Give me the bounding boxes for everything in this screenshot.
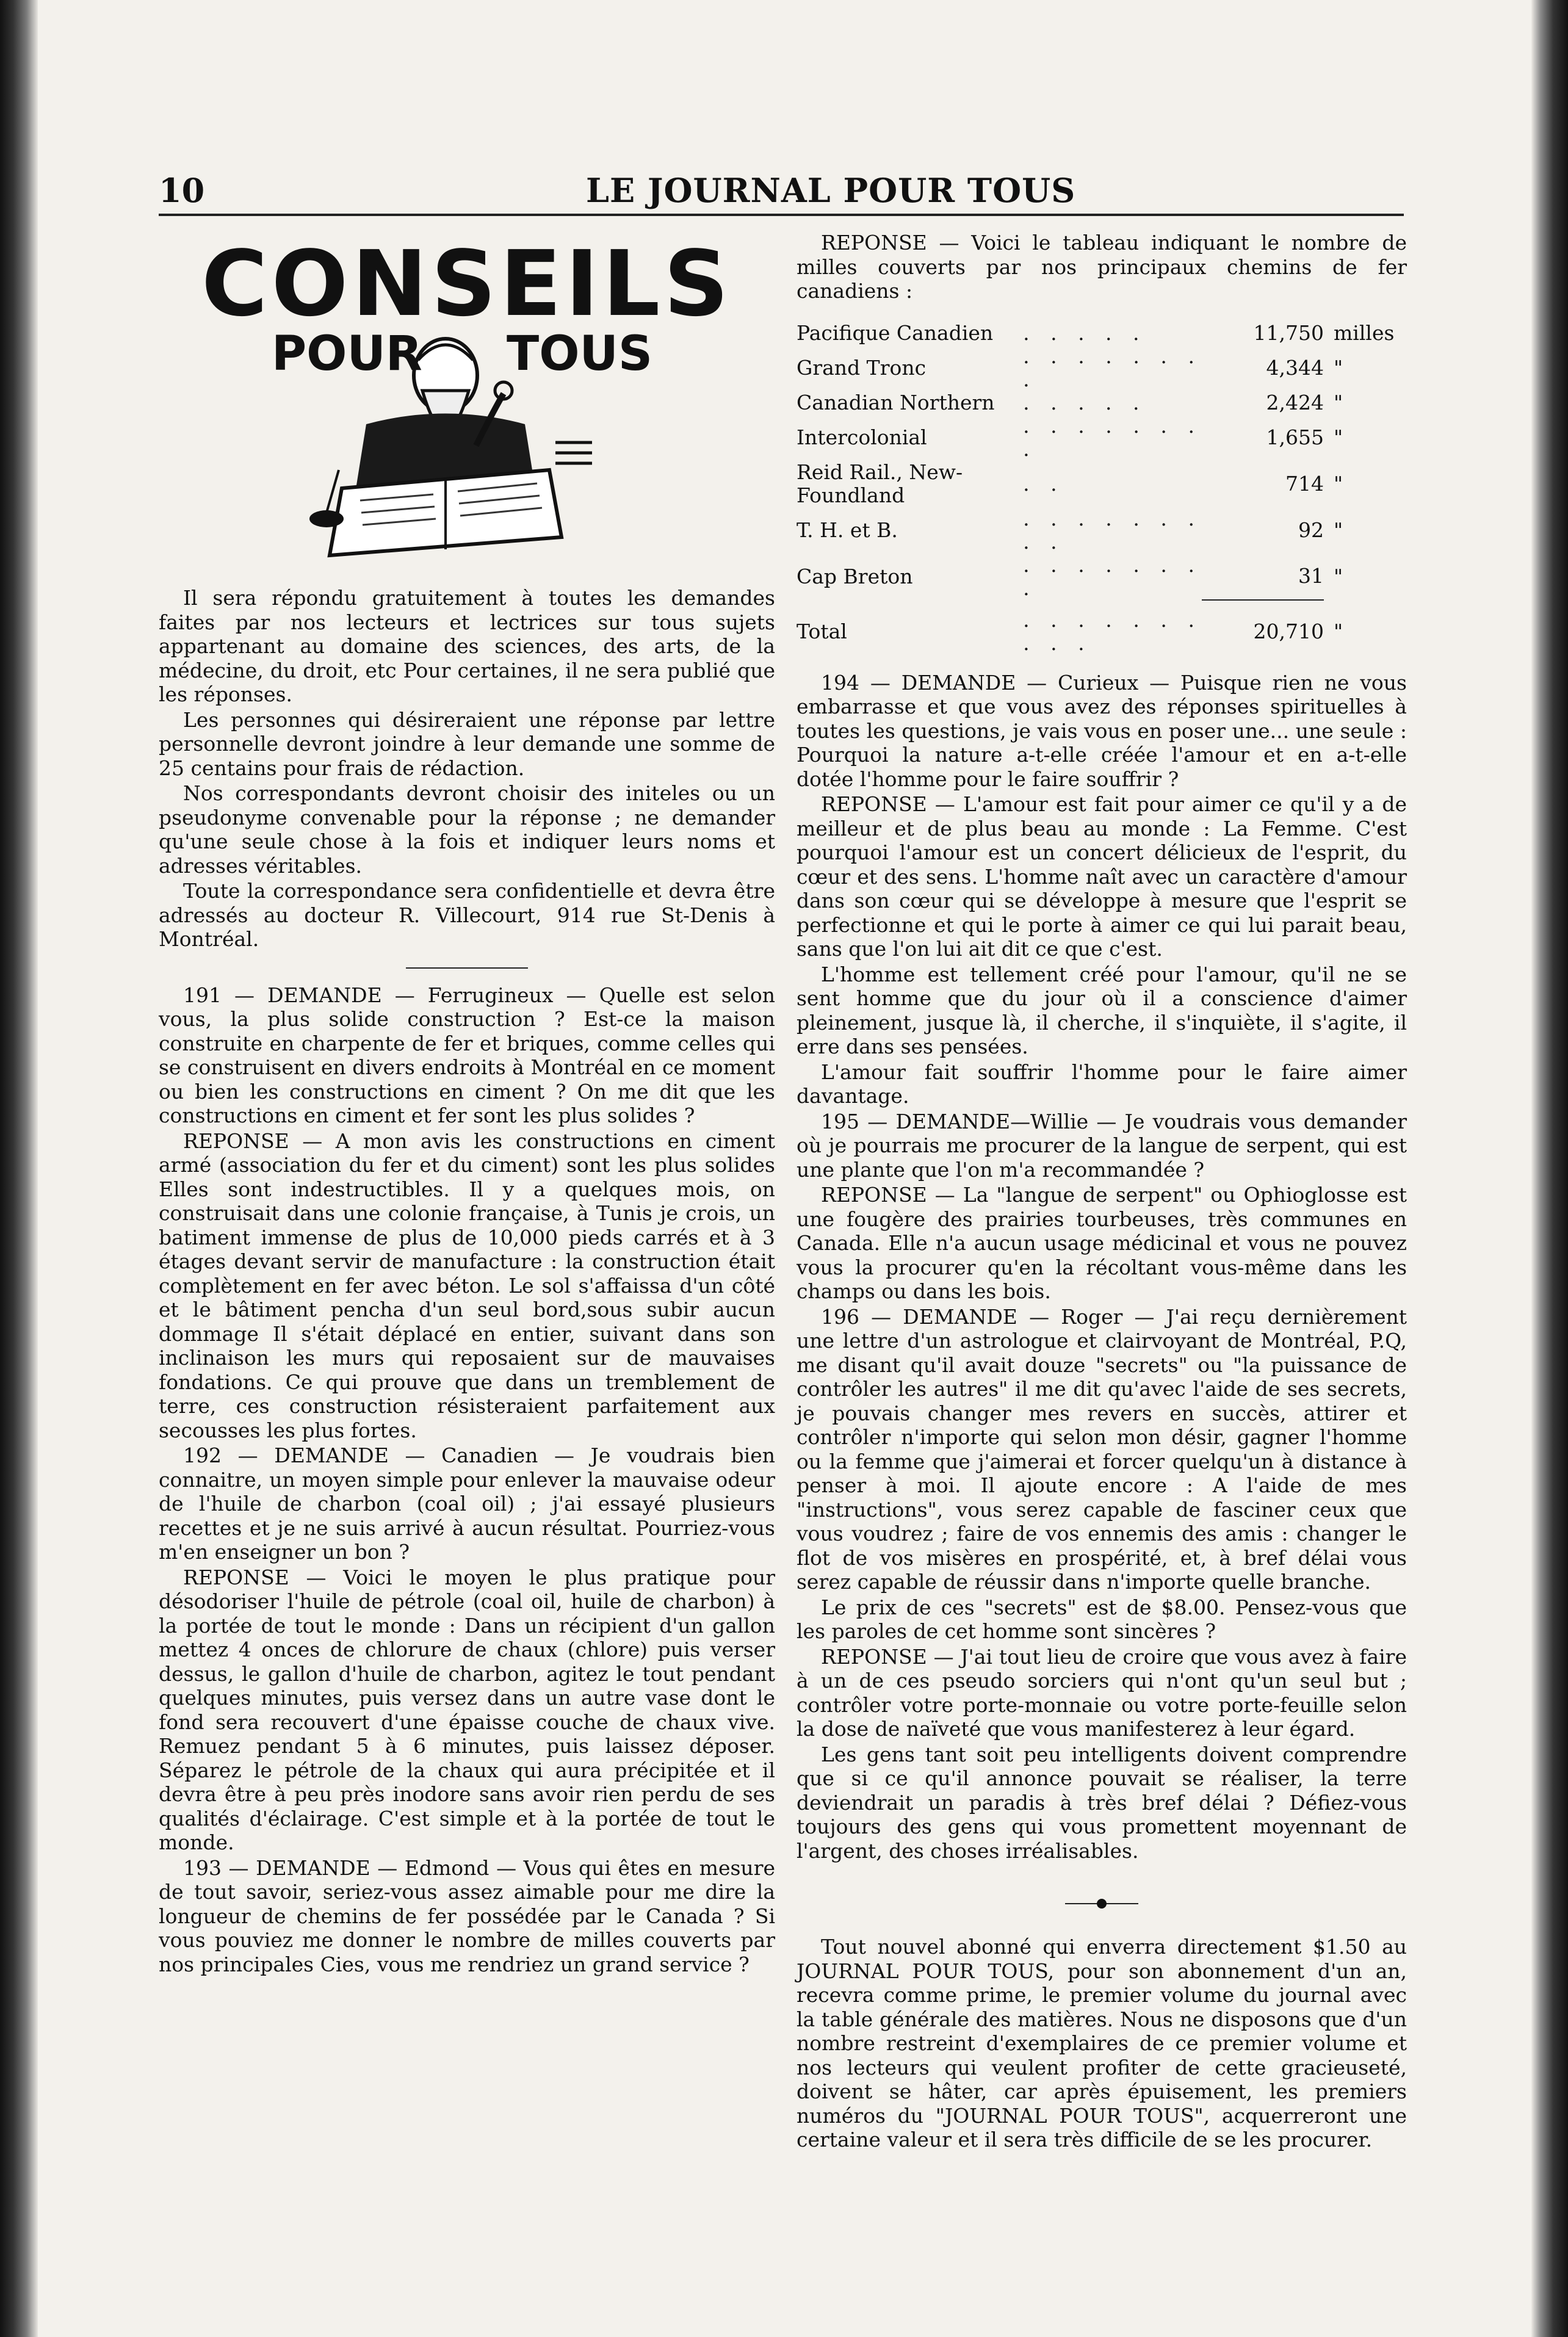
qa-paragraph: 192 — DEMANDE — Canadien — Je voudrais bien connaitre, un moyen simple pour enlever la mauvaise odeur de l'huile de charbon (coal oil) ; j'ai essayé plusieurs recettes et je ne suis arrivé à aucun résultat. Pourriez-vous m'en enseigner un bon ? [159, 1443, 775, 1564]
railway-miles: 1,655 [1266, 425, 1324, 449]
page-number: 10 [159, 171, 205, 210]
leader-dots: . . . . . . . . [1023, 552, 1202, 600]
railway-miles: 4,344 [1266, 355, 1324, 380]
table-row [797, 461, 1407, 507]
leader-dots: . . . . . . . . . [1023, 506, 1202, 554]
railway-unit: " [1334, 518, 1343, 542]
total-label: Total [797, 619, 847, 643]
page-header [159, 171, 1076, 214]
section-separator [406, 967, 528, 969]
qa-paragraph: 195 — DEMANDE—Willie — Je voudrais vous demander où je pourrais me procurer de la langue de serpent, qui est une plante que l'on m'a recommandée ? [797, 1109, 1407, 1182]
qa-paragraph: Le prix de ces "secrets" est de $8.00. Pensez-vous que les paroles de cet homme sont sincères ? [797, 1595, 1407, 1643]
table-total-row [797, 600, 1407, 655]
qa-paragraph: 193 — DEMANDE — Edmond — Vous qui êtes en mesure de tout savoir, seriez-vous assez aimable pour me dire la longueur de chemins de fer possédée par le Canada ? Si vous pouviez me donner le nombre de milles couverts par nos principales Cies, vous me rendriez un grand service ? [159, 1855, 775, 1976]
railway-name: Pacifique Canadien [797, 320, 994, 345]
leader-dots: . . . . . . . . . . [1023, 607, 1202, 655]
left-column [159, 586, 775, 1976]
railway-miles: 92 [1298, 518, 1324, 542]
subscription-notice: Tout nouvel abonné qui enverra directement $1.50 au JOURNAL POUR TOUS, pour son abonnement d'un an, recevra comme prime, le premier volume du journal avec la table générale des matières. Nous ne disposons que d'un nombre restreint d'exemplaires de ce premier volume et nos lecteurs qui veulent profiter de cette gracieuseté, doivent se hâter, car après épuisement, les premiers numéros du "JOURNAL POUR TOUS", acquerreront une certaine valeur et il sera très difficile de se les procurer. [797, 1935, 1407, 2151]
intro-paragraph: Nos correspondants devront choisir des initeles ou un pseudonyme convenable pour la réponse ; ne demander qu'une seule chose à la fois et indiquer leurs noms et adresses véritables. [159, 781, 775, 878]
railway-name: Reid Rail., New-Foundland [797, 460, 963, 507]
railway-unit: " [1334, 355, 1343, 380]
ornament-separator [1065, 1903, 1138, 1904]
qa-paragraph: L'homme est tellement créé pour l'amour, qu'il ne se sent homme que du jour où il a conscience d'aimer pleinement, jusque là, il cherche, il s'inquiète, il s'agite, il erre dans ses pensées. [797, 962, 1407, 1058]
railway-unit: " [1334, 390, 1343, 414]
railway-unit: milles [1334, 320, 1395, 345]
qa-paragraph: REPONSE — A mon avis les constructions en ciment armé (association du fer et du ciment) sont les plus solides Elles sont indestructibles. Il y a quelques mois, on construisait dans une colonie française, à Tunis je crois, un batiment immense de plus de 10,000 pieds carrés et à 3 étages devant servir de manufacture : la construction était complètement en fer avec béton. Le sol s'affaissa d'un côté et le bâtiment pencha d'un seul bord,sous subir aucun dommage Il s'était déplacé en entier, suivant dans son inclinaison les murs qui reposaient sur de mauvaises fondations. Ce qui prouve que dans un tremblement de terre, ces construction résisteraient parfaitement aux secousses les plus fortes. [159, 1129, 775, 1442]
qa-paragraph: REPONSE — L'amour est fait pour aimer ce qu'il y a de meilleur et de plus beau au monde : La Femme. C'est pourquoi l'amour est un concert délicieux de l'esprit, du cœur et des sens. L'homme naît avec un caractère d'amour dans son cœur qui se développe à mesure que l'esprit se perfectionne et qui le porte à aimer ce qui lui parait beau, sans que l'on lui ait dit ce que c'est. [797, 792, 1407, 961]
intro-paragraph: Toute la correspondance sera confidentielle et devra être adressés au docteur R. Villecourt, 914 rue St-Denis à Montréal. [159, 879, 775, 951]
qa-paragraph: REPONSE — Voici le moyen le plus pratique pour désodoriser l'huile de pétrole (coal oil, huile de charbon) à la portée de tout le monde : Dans un récipient d'un gallon mettez 4 onces de chlorure de chaux (chlore) puis verser dessus, le gallon d'huile de charbon, agitez le tout pendant quelques minutes, puis versez dans un autre vase dont le fond sera recouvert d'une épaisse couche de chaux vive. Remuez pendant 5 à 6 minutes, puis laissez déposer. Séparez le pétrole de la chaux qui aura précipitée et il devra être à peu près inodore sans avoir rien perdu de ses qualités d'éclairage. C'est simple et à la portée de tout le monde. [159, 1565, 775, 1854]
logo-title: CONSEILS [201, 231, 732, 336]
leader-dots: . . . . . [1023, 320, 1147, 345]
railway-unit: " [1334, 564, 1343, 588]
total-miles: 20,710 [1202, 600, 1324, 655]
intro-paragraph: Il sera répondu gratuitement à toutes les demandes faites par nos lecteurs et lectrices sur tous sujets appartenant au domaine des sciences, des arts, de la médecine, du droit, etc Pour certaines, il ne sera publié que les réponses. [159, 586, 775, 706]
railway-miles: 11,750 [1253, 320, 1324, 345]
railway-unit: " [1334, 471, 1343, 496]
qa-paragraph: REPONSE — J'ai tout lieu de croire que vous avez à faire à un de ces pseudo sorciers qui n'ont qu'un seul but ; contrôler votre porte-monnaie ou votre porte-feuille selon la dose de naïveté que vous manifesterez à leur égard. [797, 1644, 1407, 1741]
railway-name: Cap Breton [797, 564, 913, 588]
table-row [797, 391, 1407, 414]
table-row [797, 322, 1407, 345]
scan-right-edge [1531, 0, 1568, 2337]
leader-dots: . . [1023, 471, 1064, 496]
qa-paragraph: 196 — DEMANDE — Roger — J'ai reçu dernièrement une lettre d'un astrologue et clairvoyant de Montréal, P.Q, me disant qu'il avait douze "secrets" ou "la puissance de contrôler les autres" il me dit qu'avec l'aide de ses secrets, je pouvais changer mes revers en succès, attirer et contrôler n'importe qui selon mon désir, gagner l'homme ou la femme que j'aimerai et forcer quelqu'un à distance à penser à moi. Il ajoute encore : A l'aide de mes "instructions", vous serez capable de fasciner ceux que vous voudrez ; faire de vos ennemis des amis : changer le flot de vos misères en prospérité, et, à bref délai vous serez capable de réussir dans n'importe quelle branche. [797, 1304, 1407, 1594]
railway-name: T. H. et B. [797, 518, 898, 542]
header-rule [159, 214, 1404, 216]
railway-answer-intro: REPONSE — Voici le tableau indiquant le nombre de milles couverts par nos principaux chemins de fer canadiens : [797, 231, 1407, 303]
leader-dots: . . . . . [1023, 390, 1147, 414]
railway-miles: 714 [1285, 471, 1324, 496]
total-unit: " [1334, 619, 1343, 643]
table-row [797, 554, 1407, 600]
leader-dots: . . . . . . . . [1023, 413, 1202, 461]
qa-paragraph: Les gens tant soit peu intelligents doivent comprendre que si ce qu'il annonce pouvait se réaliser, la terre deviendrait un paradis à très bref délai ? Défiez-vous toujours des gens qui vous promettent moyennant de l'argent, des choses irréalisables. [797, 1742, 1407, 1863]
qa-paragraph: L'amour fait souffrir l'homme pour le faire aimer davantage. [797, 1060, 1407, 1108]
right-column [797, 231, 1407, 2152]
intro-paragraph: Les personnes qui désireraient une réponse par lettre personnelle devront joindre à leur demande une somme de 25 centains pour frais de rédaction. [159, 707, 775, 780]
table-row [797, 345, 1407, 391]
leader-dots: . . . . . . . . [1023, 344, 1202, 391]
qa-paragraph: REPONSE — La "langue de serpent" ou Ophioglosse est une fougère des prairies tourbeuses, très communes en Canada. Elle n'a aucun usage médicinal et vous ne pouvez vous la procurer qu'en la récoltant vous-même dans les champs ou dans les bois. [797, 1183, 1407, 1303]
railway-name: Grand Tronc [797, 355, 927, 380]
railway-unit: " [1334, 425, 1343, 449]
railway-name: Canadian Northern [797, 390, 995, 414]
qa-paragraph: 194 — DEMANDE — Curieux — Puisque rien ne vous embarrasse et que vous avez des réponses spirituelles à toutes les questions, je vais vous en poser une... une seule : Pourquoi la nature a-t-elle créée l'amour et en a-t-elle dotée l'homme pour le faire souffrir ? [797, 670, 1407, 791]
scan-left-edge [0, 0, 38, 2337]
journal-title: LE JOURNAL POUR TOUS [586, 171, 1076, 210]
table-row [797, 414, 1407, 461]
logo-subtitle-left: POUR [272, 327, 422, 381]
table-row [797, 507, 1407, 554]
railway-table [797, 322, 1407, 655]
railway-miles: 31 [1298, 564, 1324, 588]
conseils-logo [201, 231, 732, 580]
railway-name: Intercolonial [797, 425, 927, 449]
logo-subtitle-right: TOUS [507, 327, 653, 381]
railway-miles: 2,424 [1266, 390, 1324, 414]
qa-paragraph: 191 — DEMANDE — Ferrugineux — Quelle est selon vous, la plus solide construction ? Est-ce la maison construite en charpente de fer et briques, comme celles qui se construisent en divers endroits à Montréal en ce moment ou bien les constructions en ciment ? On me dit que les constructions en ciment et fer sont les plus solides ? [159, 983, 775, 1127]
